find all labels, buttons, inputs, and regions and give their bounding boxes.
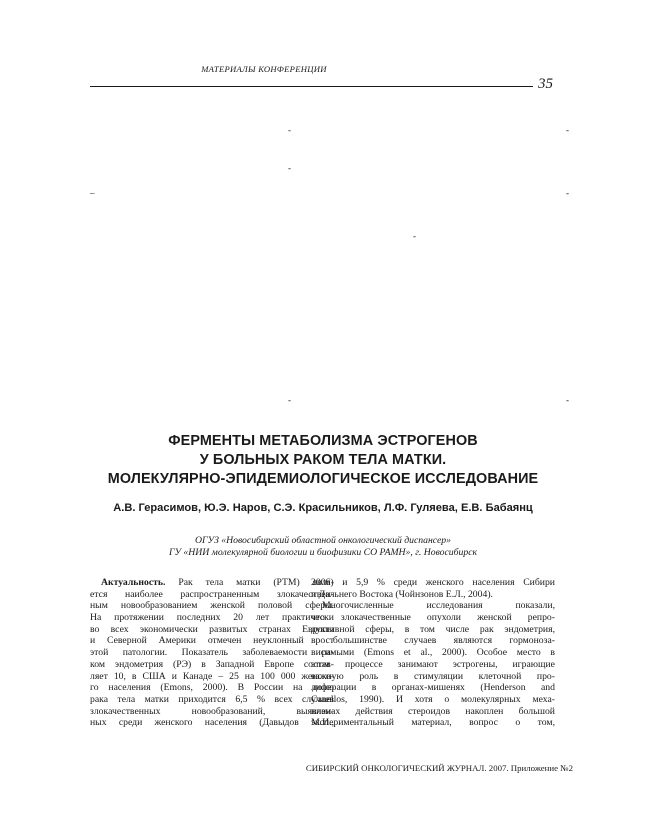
text-line: низмах действия стероидов накоплен большой <box>311 705 555 717</box>
stray-mark: - <box>413 231 416 241</box>
text-line: 2006) и 5,9 % среди женского населения Сибири <box>311 577 555 588</box>
text-line: ляет 10, в США и Канаде – 25 на 100 000 женско- <box>90 670 334 682</box>
text-line: дуктивной сферы, в том числе рак эндометрия, <box>311 623 555 635</box>
text-line: экспериментальный материал, вопрос о том, <box>311 717 555 729</box>
text-line: в большинстве случаев являются гормоноза- <box>311 635 555 647</box>
affiliation-line: ОГУЗ «Новосибирский областной онкологический диспансер» <box>195 535 451 546</box>
text-line: Canellos, 1990). И хотя о молекулярных меха- <box>311 693 555 705</box>
title-line: ФЕРМЕНТЫ МЕТАБОЛИЗМА ЭСТРОГЕНОВ <box>168 433 478 449</box>
text-line: го населения (Emons, 2000). В России на долю <box>90 682 334 694</box>
article-title <box>60 432 586 489</box>
stray-mark: - <box>288 395 291 405</box>
affiliations <box>60 535 586 559</box>
text-line: На протяжении последних 20 лет практически <box>90 612 334 624</box>
text-line: этом процессе занимают эстрогены, играющие <box>311 658 555 670</box>
text-line: лиферации в органах-мишенях (Henderson and <box>311 682 555 694</box>
stray-mark: - <box>288 163 291 173</box>
journal-footer: СИБИРСКИЙ ОНКОЛОГИЧЕСКИЙ ЖУРНАЛ. 2007. Приложение №2 <box>305 763 573 773</box>
section-lead: Актуальность. <box>101 577 166 588</box>
text-line: висимыми (Emons et al., 2000). Особое место в <box>311 647 555 659</box>
stray-mark: – <box>90 188 95 198</box>
text-line: важную роль в стимуляции клеточной про- <box>311 670 555 682</box>
header-rule <box>90 86 533 87</box>
text-fragment: Рак тела матки (РТМ) явля- <box>178 577 334 588</box>
text-line: этой патологии. Показатель заболеваемости ра- <box>90 647 334 659</box>
text-line: ным новообразованием женской половой сферы. <box>90 600 334 612</box>
text-line: ных среди женского населения (Давыдов М.И., <box>90 717 334 729</box>
text-line: ком эндометрия (РЭ) в Западной Европе состав- <box>90 658 334 670</box>
running-head: МАТЕРИАЛЫ КОНФЕРЕНЦИИ <box>201 64 327 74</box>
page-number: 35 <box>538 76 553 92</box>
stray-mark: - <box>566 188 569 198</box>
author-list: А.В. Герасимов, Ю.Э. Наров, С.Э. Красильников, Л.Ф. Гуляева, Е.В. Бабаянц <box>113 502 533 514</box>
text-line: и Северной Америки отмечен неуклонный рост <box>90 635 334 647</box>
text-line: и Дальнего Востока (Чойнзонов Е.Л., 2004). <box>311 588 493 600</box>
stray-mark: - <box>288 125 291 135</box>
stray-mark: - <box>566 125 569 135</box>
text-line: рака тела матки приходится 6,5 % всех случаев <box>90 693 334 705</box>
stray-mark: - <box>566 395 569 405</box>
text-line: Многочисленные исследования показали, <box>322 600 555 612</box>
text-line: что злокачественные опухоли женской репро- <box>311 612 555 624</box>
text-line: злокачественных новообразований, выявлен- <box>90 705 334 717</box>
text-line: ется наиболее распространенным злокачествен- <box>90 588 334 600</box>
body-column-left <box>90 577 334 729</box>
affiliation-line: ГУ «НИИ молекулярной биологии и биофизики СО РАМН», г. Новосибирск <box>168 547 478 558</box>
title-line: У БОЛЬНЫХ РАКОМ ТЕЛА МАТКИ. <box>199 452 447 468</box>
text-line <box>90 577 334 589</box>
text-line: во всех экономически развитых странах Европы <box>90 623 334 635</box>
body-column-right <box>311 577 555 729</box>
title-line: МОЛЕКУЛЯРНО-ЭПИДЕМИОЛОГИЧЕСКОЕ ИССЛЕДОВАНИЕ <box>107 471 539 487</box>
